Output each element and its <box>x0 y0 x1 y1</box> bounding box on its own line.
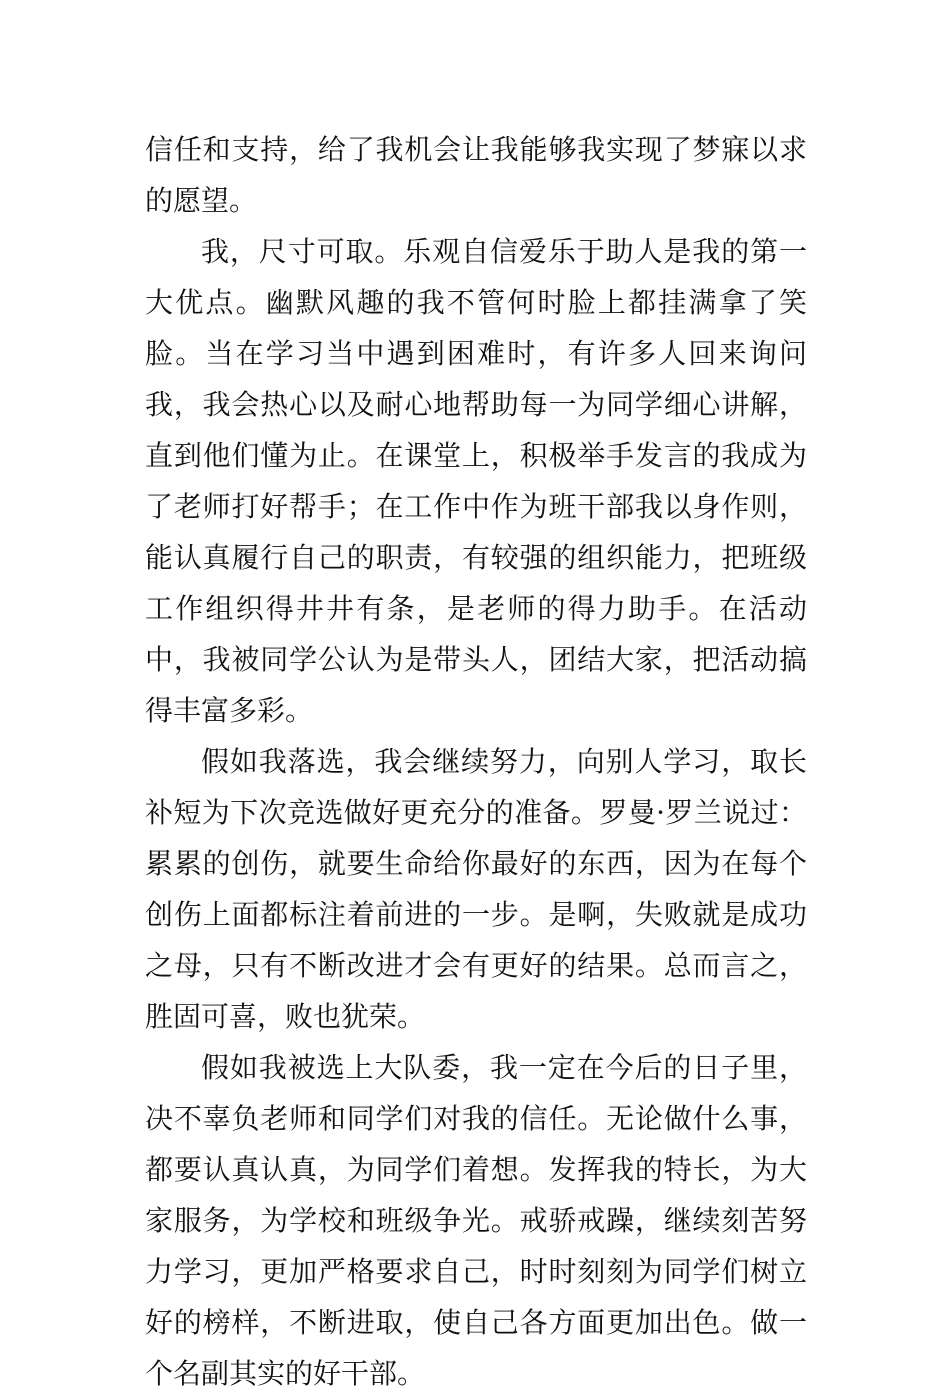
document-body <box>145 124 807 1399</box>
paragraph-if-not-elected: 假如我落选，我会继续努力，向别人学习，取长补短为下次竞选做好更充分的准备。罗曼·罗兰说过：累累的创伤，就要生命给你最好的东西，因为在每个创伤上面都标注着前进的一步。是啊，失败就是成功之母，只有不断改进才会有更好的结果。总而言之，胜固可喜，败也犹荣。 <box>145 745 807 1033</box>
paragraph-strengths: 我，尺寸可取。乐观自信爱乐于助人是我的第一大优点。幽默风趣的我不管何时脸上都挂满拿了笑脸。当在学习当中遇到困难时，有许多人回来询问我，我会热心以及耐心地帮助每一为同学细心讲解，直到他们懂为止。在课堂上，积极举手发言的我成为了老师打好帮手；在工作中作为班干部我以身作则，能认真履行自己的职责，有较强的组织能力，把班级工作组织得井井有条，是老师的得力助手。在活动中，我被同学公认为是带头人，团结大家，把活动搞得丰富多彩。 <box>145 235 807 727</box>
paragraph-if-elected: 假如我被选上大队委，我一定在今后的日子里，决不辜负老师和同学们对我的信任。无论做什么事，都要认真认真，为同学们着想。发挥我的特长，为大家服务，为学校和班级争光。戒骄戒躁，继续刻苦努力学习，更加严格要求自己，时时刻刻为同学们树立好的榜样，不断进取，使自己各方面更加出色。做一个名副其实的好干部。 <box>145 1051 807 1390</box>
paragraph-continuation: 信任和支持，给了我机会让我能够我实现了梦寐以求的愿望。 <box>145 133 807 217</box>
